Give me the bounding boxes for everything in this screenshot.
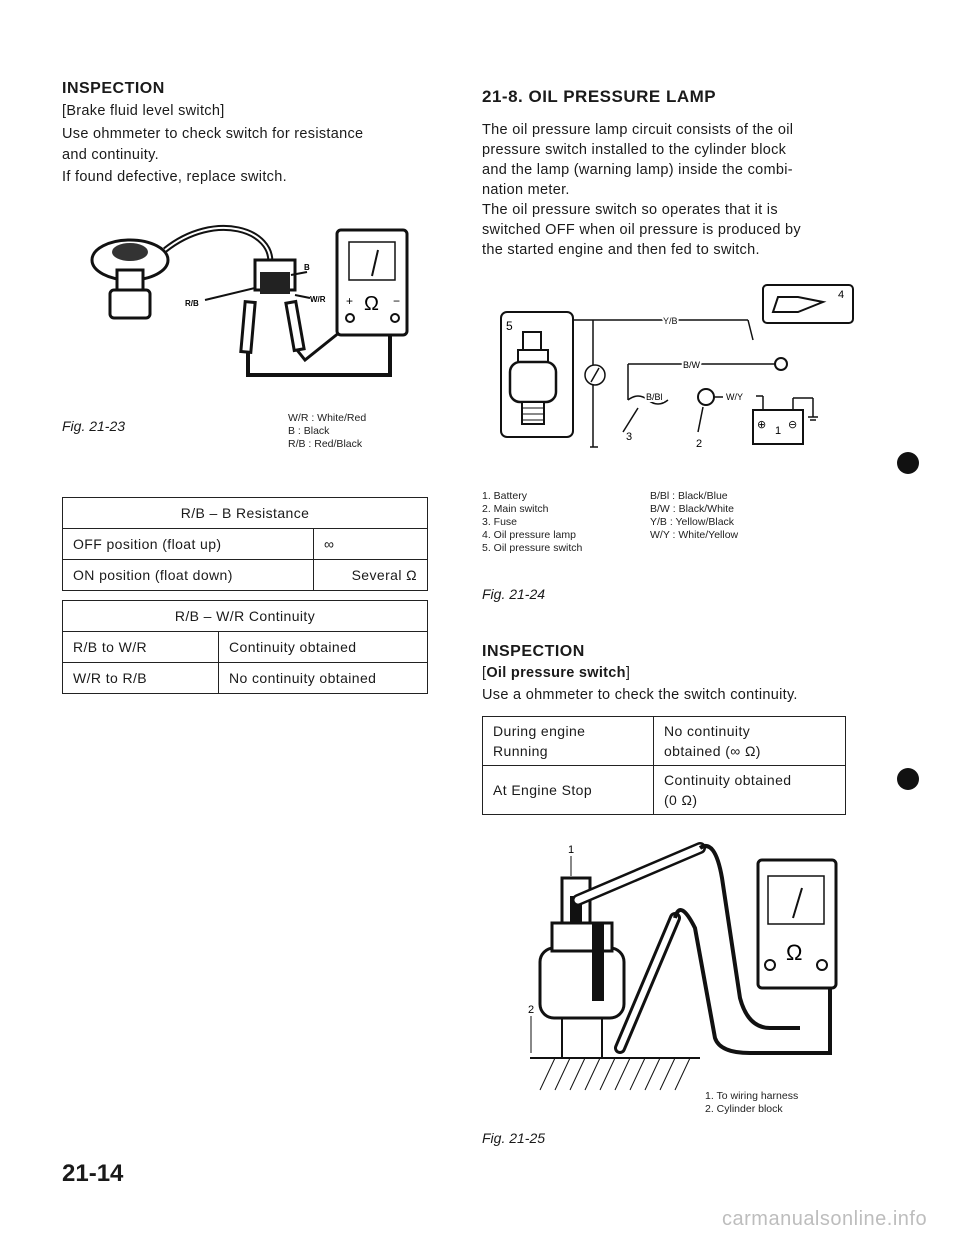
wire-label-rb: R/B [185,299,199,308]
legend-item: B/W : Black/White [650,503,735,515]
margin-bullet [897,452,919,474]
wire-label-b: B [304,263,310,272]
circuit-label-2: 2 [696,438,703,450]
diagram-label-2: 2 [528,1004,535,1016]
cell-line: No continuity [664,723,751,739]
table-cell: Several Ω [314,560,428,591]
fig-21-24-legend-right [650,490,738,542]
section-paragraph [482,120,862,260]
wire-label-yb: Y/B [663,316,678,326]
oil-switch-table [482,716,846,815]
cell-line: Continuity obtained [664,772,792,788]
legend-item: 4. Oil pressure lamp [482,529,576,541]
legend-item: B : Black [288,425,330,437]
table-row [63,663,428,694]
paragraph-line: nation meter. [482,182,570,198]
continuity-table [62,600,428,694]
legend-item: 2. Cylinder block [705,1103,783,1115]
legend-item: W/Y : White/Yellow [650,529,739,541]
table-title: R/B – W/R Continuity [63,601,428,632]
paragraph-line: the started engine and then fed to switch. [482,242,760,258]
inspection-heading-2: INSPECTION [482,643,585,660]
paragraph-line: Use ohmmeter to check switch for resistance [62,126,364,142]
section-heading: 21-8. OIL PRESSURE LAMP [482,87,717,106]
legend-item: 3. Fuse [482,516,518,528]
svg-text:⊖: ⊖ [788,419,798,431]
cell-line: Running [493,743,548,759]
omega-label: Ω [786,940,803,965]
legend-item: 2. Main switch [482,503,549,515]
table-row [63,632,428,663]
paragraph-line: switched OFF when oil pressure is produced by [482,222,801,238]
table-row [63,529,428,560]
svg-text:−: − [393,294,401,308]
subheading-brake-switch: [Brake fluid level switch] [62,103,225,119]
circuit-label-5: 5 [506,319,513,333]
table-cell: No continuity obtained [219,663,428,694]
table-cell [483,717,654,766]
table-cell: Continuity obtained [219,632,428,663]
legend-item: 1. To wiring harness [705,1090,799,1102]
inspection-heading: INSPECTION [62,80,165,97]
legend-item: Y/B : Yellow/Black [650,516,735,528]
table-cell [483,766,654,815]
table-cell: R/B to W/R [63,632,219,663]
legend-item: R/B : Red/Black [288,438,363,450]
table-cell: ON position (float down) [63,560,314,591]
table-title: R/B – B Resistance [63,498,428,529]
circuit-label-3: 3 [626,431,633,443]
subheading-oil-switch: [Oil pressure switch] [482,665,631,681]
omega-label: Ω [364,293,379,315]
fig-21-24-caption: Fig. 21-24 [482,586,546,602]
oil-switch-test-diagram [500,838,860,1103]
fig-21-23-legend [288,412,366,451]
circuit-label-4: 4 [838,289,845,301]
table-row [483,766,846,815]
wire-label-bw: B/W [683,360,700,370]
page-number: 21-14 [62,1160,124,1187]
legend-item: W/R : White/Red [288,412,367,424]
circuit-label-1: 1 [775,425,782,437]
fig-21-23-caption: Fig. 21-23 [62,418,126,434]
cell-line: (0 Ω) [664,792,698,808]
paragraph-line: and continuity. [62,147,159,163]
cell-line: obtained (∞ Ω) [664,743,761,759]
cell-line: During engine [493,723,586,739]
legend-item: 5. Oil pressure switch [482,542,583,554]
paragraph-line: Use a ohmmeter to check the switch continuity. [482,687,798,703]
oil-lamp-circuit-diagram [498,282,858,467]
watermark: carmanualsonline.info [722,1208,928,1230]
paragraph-line: pressure switch installed to the cylinder block [482,142,787,158]
wire-label-bbl: B/Bl [646,392,663,402]
wire-label-wy: W/Y [726,392,743,402]
paragraph-line: and the lamp (warning lamp) inside the combi- [482,162,793,178]
paragraph-line: If found defective, replace switch. [62,169,287,185]
subheading-oil-switch-text: Oil pressure switch [486,665,626,681]
paragraph-line: The oil pressure switch so operates that it is [482,202,778,218]
svg-text:+: + [346,294,354,308]
fig-21-24-legend-left [482,490,582,555]
table-cell [654,766,846,815]
table-cell [654,717,846,766]
table-cell: OFF position (float up) [63,529,314,560]
diagram-label-1: 1 [568,844,575,856]
legend-item: 1. Battery [482,490,527,502]
cell-line: At Engine Stop [493,782,592,798]
legend-item: B/Bl : Black/Blue [650,490,728,502]
svg-text:⊕: ⊕ [757,419,767,431]
fig-21-25-caption: Fig. 21-25 [482,1130,546,1146]
paragraph-line: The oil pressure lamp circuit consists of the oil [482,122,794,138]
margin-bullet [897,768,919,790]
resistance-table [62,497,428,591]
table-cell: W/R to R/B [63,663,219,694]
fig-21-25-legend [705,1090,798,1116]
wire-label-wr: W/R [310,295,326,304]
brake-switch-diagram [85,210,425,385]
table-cell: ∞ [314,529,428,560]
table-row [63,560,428,591]
table-row [483,717,846,766]
